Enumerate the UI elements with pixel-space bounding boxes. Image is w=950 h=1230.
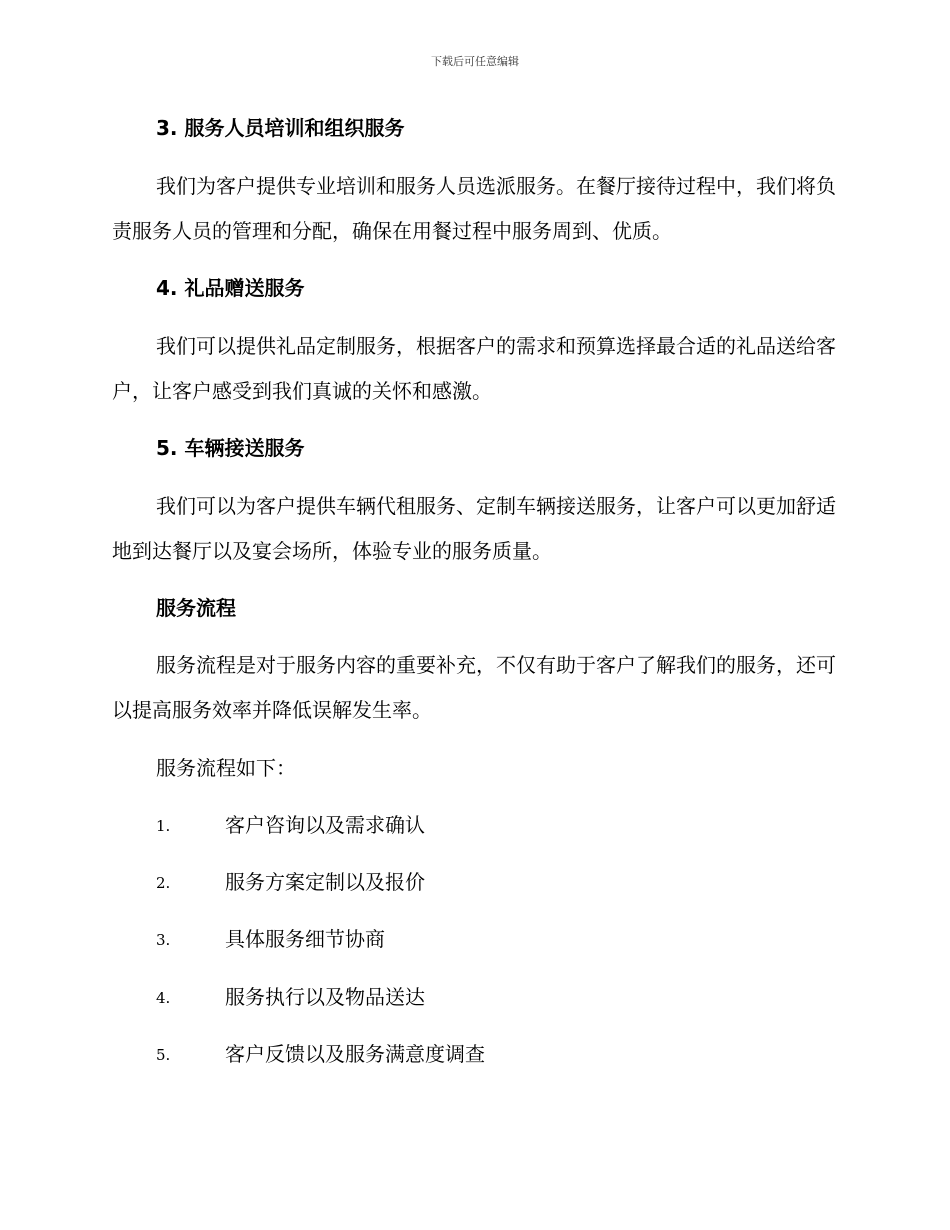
process-step (156, 1039, 756, 1069)
process-step-number: 5. (156, 1046, 171, 1064)
process-step-number: 1. (156, 817, 171, 835)
process-step-number: 3. (156, 931, 171, 949)
process-step (156, 867, 756, 897)
process-step-number: 2. (156, 874, 171, 892)
section-body-vehicle-service: 我们可以为客户提供车辆代租服务、定制车辆接送服务，让客户可以更加舒适地到达餐厅以及宴会场所，体验专业的服务质量。 (112, 494, 836, 563)
section-heading-vehicle-service: 5. 车辆接送服务 (156, 436, 305, 460)
process-step-text: 具体服务细节协商 (225, 927, 385, 951)
process-step-number: 4. (156, 989, 171, 1007)
process-intro: 服务流程如下： (156, 756, 296, 780)
section-body-staff-training: 我们为客户提供专业培训和服务人员选派服务。在餐厅接待过程中，我们将负责服务人员的管理和分配，确保在用餐过程中服务周到、优质。 (112, 174, 836, 243)
page-header-note: 下载后可任意编辑 (431, 55, 519, 68)
process-step (156, 982, 756, 1012)
process-step (156, 810, 756, 840)
process-body: 服务流程是对于服务内容的重要补充，不仅有助于客户了解我们的服务，还可以提高服务效率并降低误解发生率。 (112, 653, 836, 722)
process-heading: 服务流程 (156, 596, 236, 620)
process-step-text: 服务方案定制以及报价 (225, 870, 425, 894)
section-heading-gift-service: 4. 礼品赠送服务 (156, 276, 305, 300)
section-body-gift-service: 我们可以提供礼品定制服务，根据客户的需求和预算选择最合适的礼品送给客户，让客户感受到我们真诚的关怀和感激。 (112, 334, 836, 403)
section-heading-staff-training: 3. 服务人员培训和组织服务 (156, 116, 405, 140)
process-step-text: 客户咨询以及需求确认 (225, 813, 425, 837)
process-step-text: 客户反馈以及服务满意度调查 (225, 1042, 485, 1066)
process-step-text: 服务执行以及物品送达 (225, 985, 425, 1009)
process-step (156, 924, 756, 954)
